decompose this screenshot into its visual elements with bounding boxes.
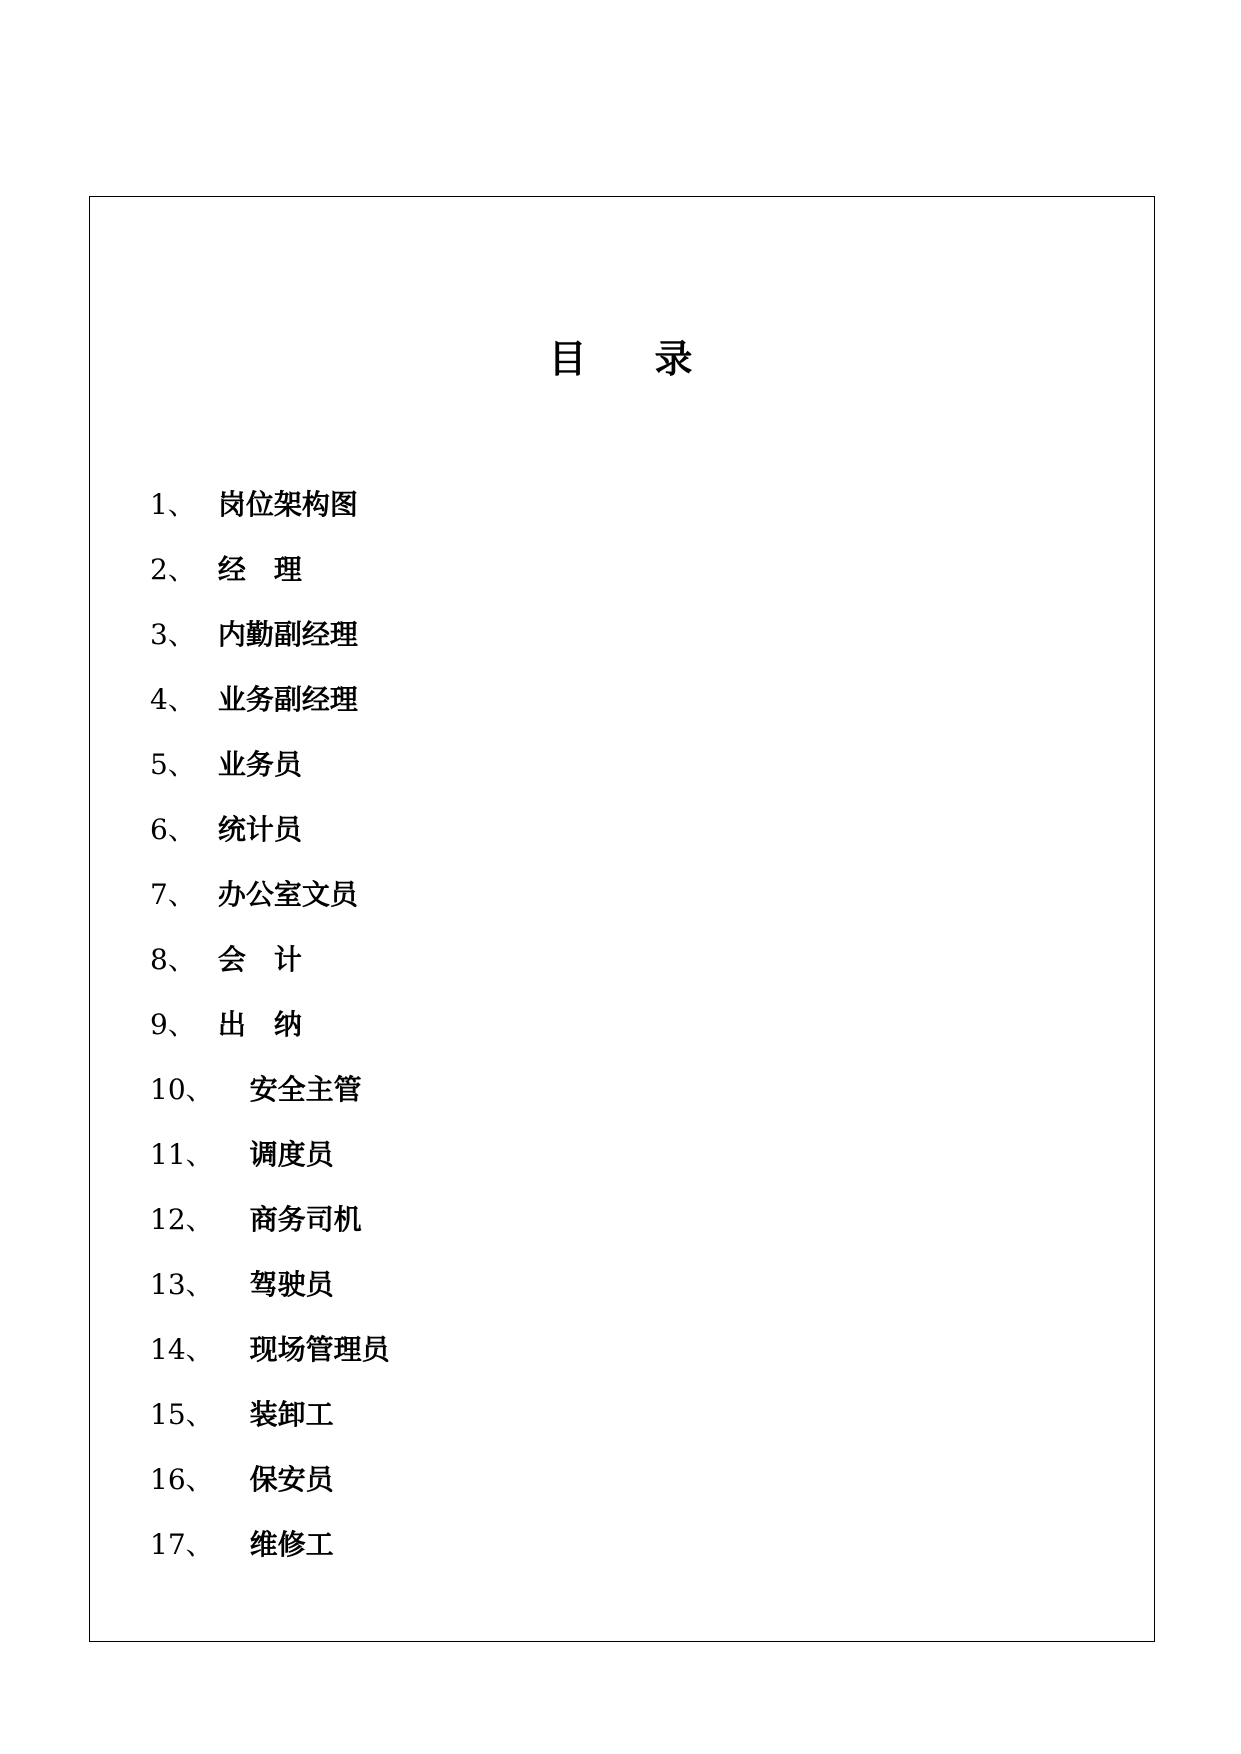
toc-item-number: 17、 bbox=[150, 1527, 214, 1561]
toc-item-number: 2、 bbox=[150, 552, 196, 586]
toc-item[interactable] bbox=[150, 1380, 390, 1445]
toc-item-label: 维修工 bbox=[249, 1527, 334, 1561]
toc-item[interactable] bbox=[150, 1120, 390, 1185]
toc-item-number: 10、 bbox=[150, 1072, 214, 1106]
toc-item-label: 安全主管 bbox=[249, 1072, 362, 1106]
toc-item-label: 业务副经理 bbox=[217, 682, 358, 716]
toc-item[interactable] bbox=[150, 730, 390, 795]
toc-item-label: 现场管理员 bbox=[249, 1332, 390, 1366]
toc-item[interactable] bbox=[150, 1055, 390, 1120]
toc-item-label: 内勤副经理 bbox=[217, 617, 358, 651]
toc-item-label: 统计员 bbox=[217, 812, 302, 846]
toc-item-label: 装卸工 bbox=[249, 1397, 334, 1431]
toc-item-label: 保安员 bbox=[249, 1462, 334, 1496]
toc-item-label: 岗位架构图 bbox=[217, 487, 358, 521]
toc-item-number: 11、 bbox=[150, 1137, 214, 1171]
toc-item[interactable] bbox=[150, 925, 390, 990]
toc-item[interactable] bbox=[150, 1445, 390, 1510]
toc-item-label: 经 理 bbox=[217, 552, 302, 586]
toc-item-label: 驾驶员 bbox=[249, 1267, 334, 1301]
toc-item[interactable] bbox=[150, 535, 390, 600]
toc-item[interactable] bbox=[150, 470, 390, 535]
table-of-contents bbox=[150, 470, 390, 1575]
toc-item-label: 出 纳 bbox=[217, 1007, 302, 1041]
toc-item-number: 3、 bbox=[150, 617, 196, 651]
toc-item-number: 1、 bbox=[150, 487, 196, 521]
toc-item-number: 8、 bbox=[150, 942, 196, 976]
toc-item[interactable] bbox=[150, 990, 390, 1055]
toc-item-number: 13、 bbox=[150, 1267, 214, 1301]
toc-item-number: 14、 bbox=[150, 1332, 214, 1366]
toc-item-number: 15、 bbox=[150, 1397, 214, 1431]
toc-item-label: 调度员 bbox=[249, 1137, 334, 1171]
toc-item[interactable] bbox=[150, 795, 390, 860]
toc-item[interactable] bbox=[150, 1510, 390, 1575]
toc-item-number: 5、 bbox=[150, 747, 196, 781]
toc-item[interactable] bbox=[150, 1315, 390, 1380]
toc-item[interactable] bbox=[150, 665, 390, 730]
toc-item[interactable] bbox=[150, 1250, 390, 1315]
title-char-1: 目 bbox=[548, 336, 587, 381]
toc-item-number: 12、 bbox=[150, 1202, 214, 1236]
toc-item-number: 6、 bbox=[150, 812, 196, 846]
toc-item-number: 7、 bbox=[150, 877, 196, 911]
toc-item-number: 9、 bbox=[150, 1007, 196, 1041]
toc-item-label: 商务司机 bbox=[249, 1202, 362, 1236]
toc-item-label: 会 计 bbox=[217, 942, 302, 976]
toc-item-number: 4、 bbox=[150, 682, 196, 716]
toc-item[interactable] bbox=[150, 600, 390, 665]
page-title bbox=[0, 336, 1241, 382]
toc-item[interactable] bbox=[150, 1185, 390, 1250]
title-char-2: 录 bbox=[654, 336, 693, 381]
toc-item-label: 业务员 bbox=[217, 747, 302, 781]
toc-item-number: 16、 bbox=[150, 1462, 214, 1496]
toc-item-label: 办公室文员 bbox=[217, 877, 358, 911]
toc-item[interactable] bbox=[150, 860, 390, 925]
